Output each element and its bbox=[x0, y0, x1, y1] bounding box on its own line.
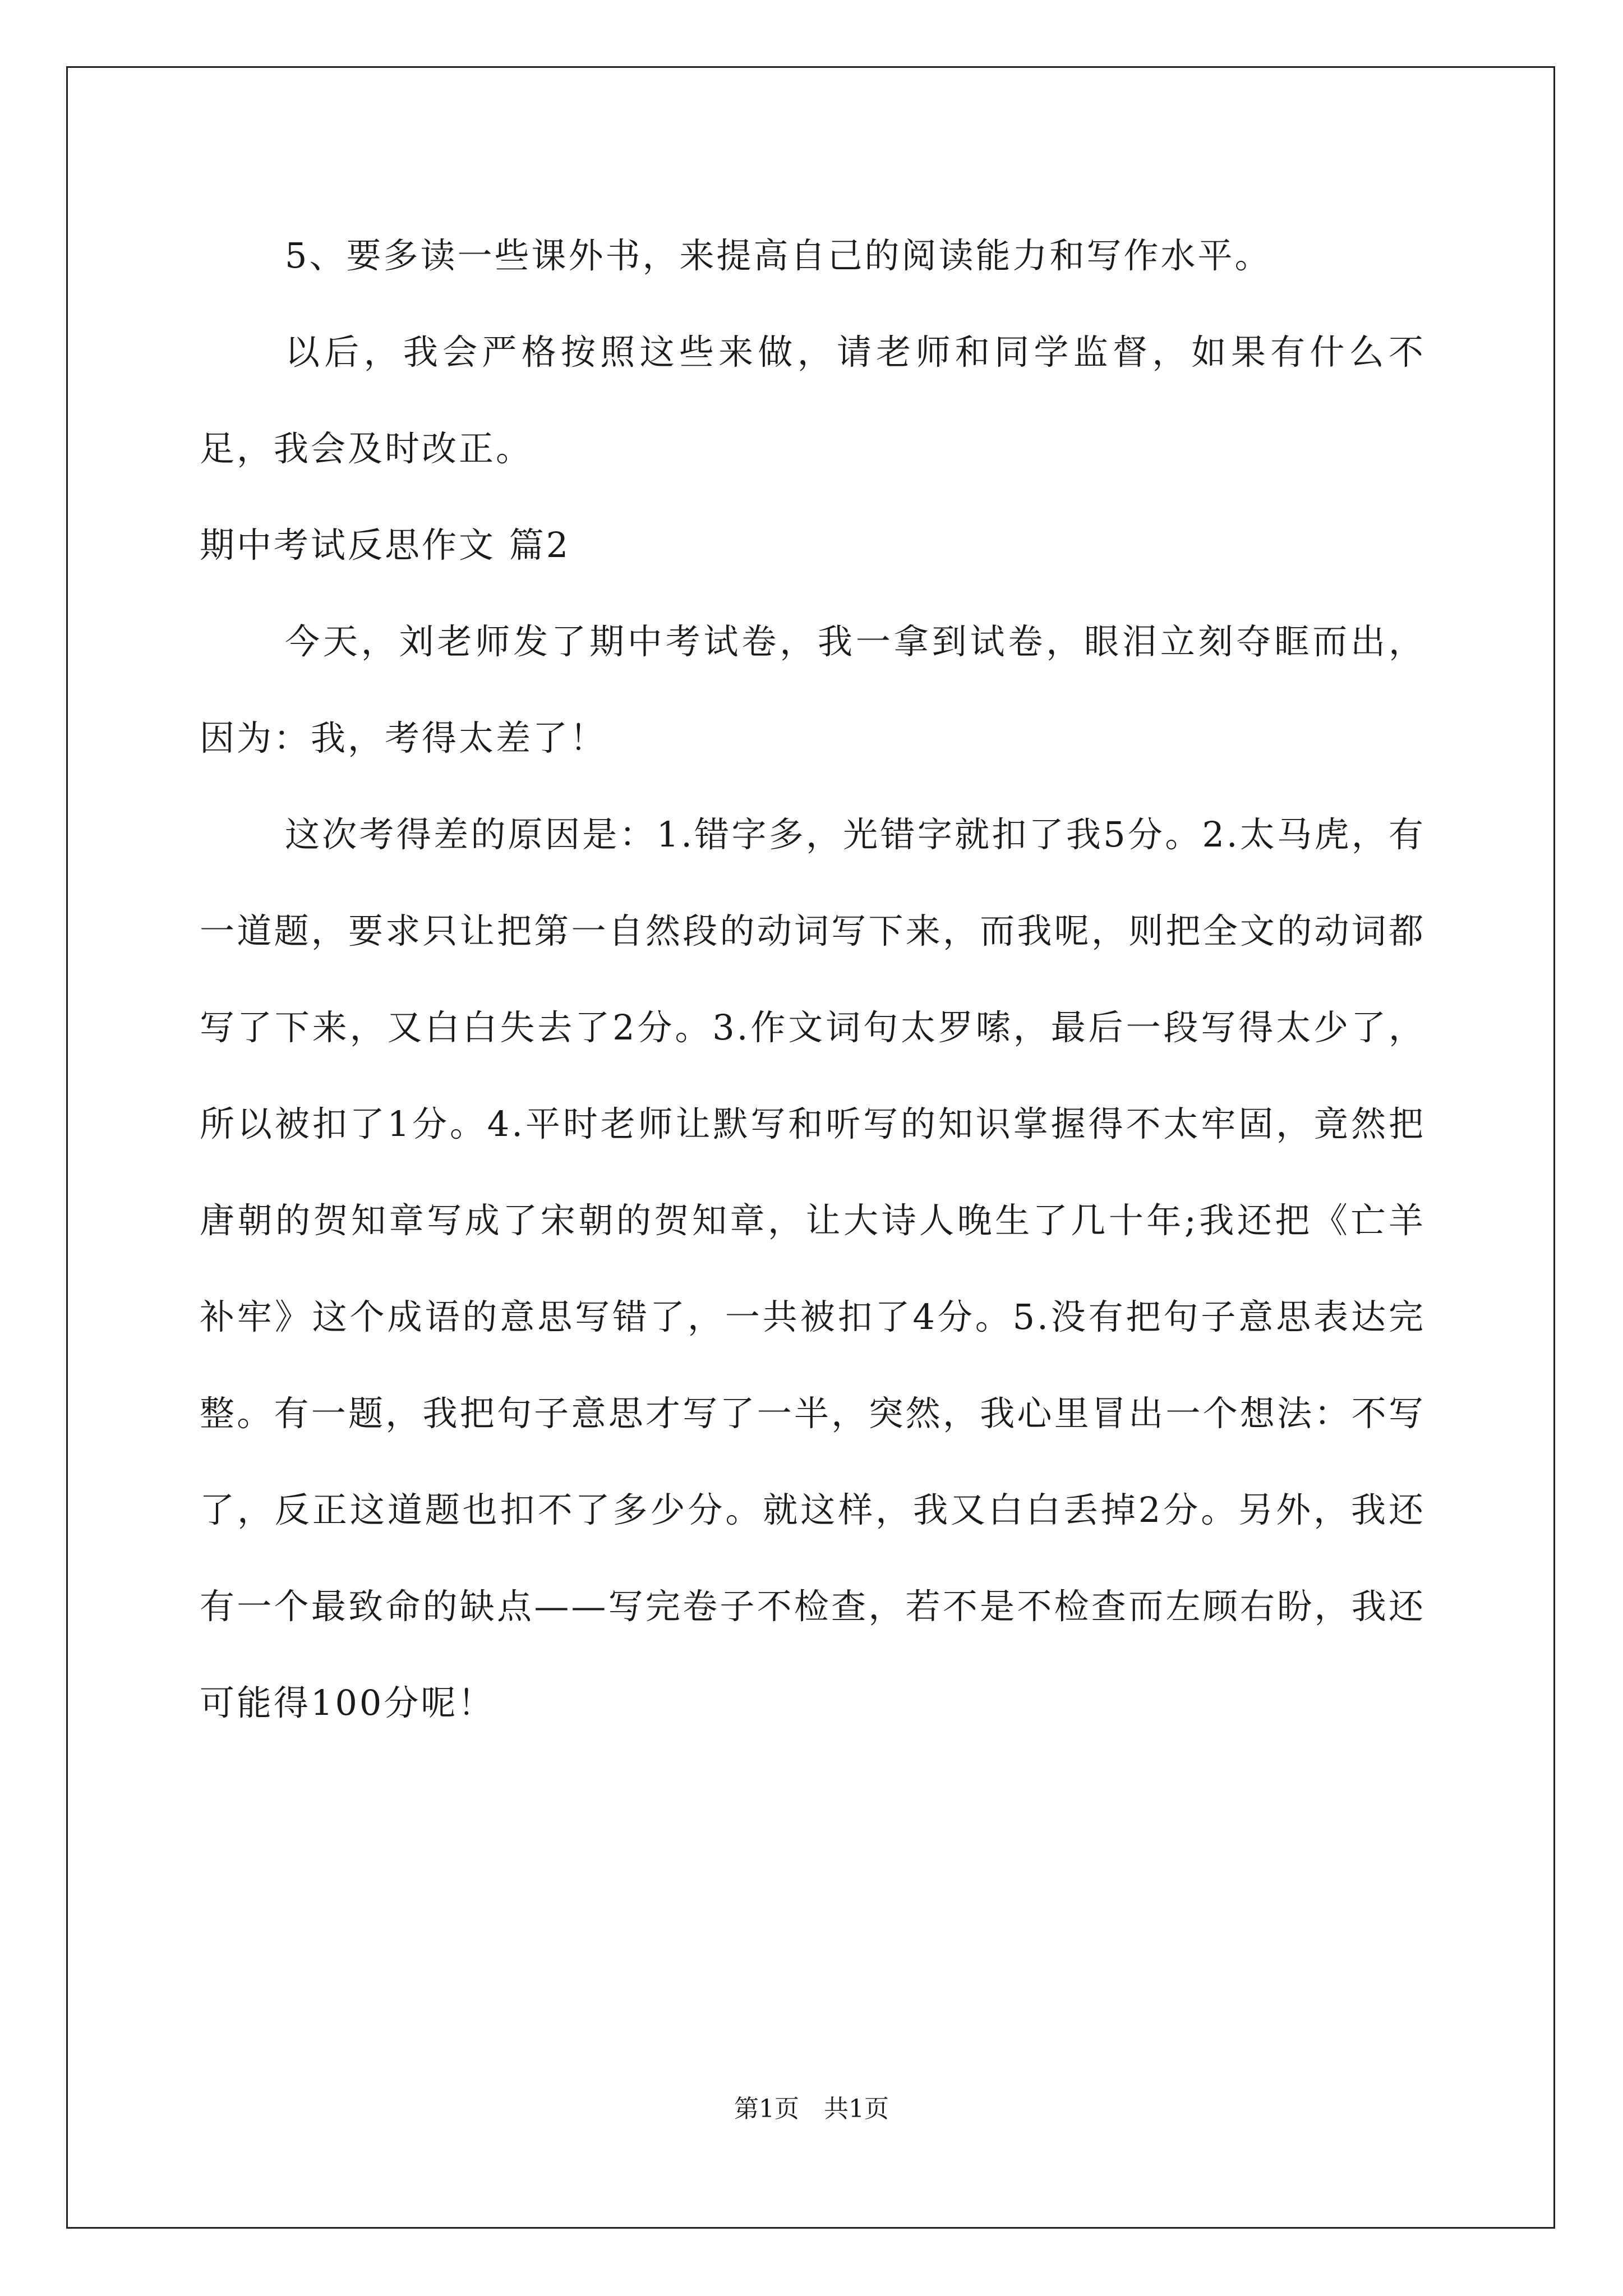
paragraph-commitment: 以后，我会严格按照这些来做，请老师和同学监督，如果有什么不足，我会及时改正。 bbox=[200, 332, 1426, 469]
document-body bbox=[200, 208, 1426, 1751]
page-footer: 第1页 共1页 bbox=[734, 2095, 889, 2123]
paragraph-reasons: 这次考得差的原因是：1.错字多，光错字就扣了我5分。2.太马虎，有一道题，要求只让把第一自然段的动词写下来，而我呢，则把全文的动词都写了下来，又白白失去了2分。3.作文词句太罗嗦，最后一段写得太少了，所以被扣了1分。4.平时老师让默写和听写的知识掌握得不太牢固，竟然把唐朝的贺知章写成了宋朝的贺知章，让大诗人晚生了几十年;我还把《亡羊补牢》这个成语的意思写错了，一共被扣了4分。5.没有把句子意思表达完整。有一题，我把句子意思才写了一半，突然，我心里冒出一个想法：不写了，反正这道题也扣不了多少分。就这样，我又白白丢掉2分。另外，我还有一个最致命的缺点——写完卷子不检查，若不是不检查而左顾右盼，我还可能得100分呢！ bbox=[200, 814, 1426, 1723]
paragraph-intro: 今天，刘老师发了期中考试卷，我一拿到试卷，眼泪立刻夺眶而出，因为：我，考得太差了！ bbox=[200, 621, 1426, 758]
section-heading: 期中考试反思作文 篇2 bbox=[200, 524, 571, 565]
paragraph-reading-tip: 5、要多读一些课外书，来提高自己的阅读能力和写作水平。 bbox=[285, 235, 1272, 276]
